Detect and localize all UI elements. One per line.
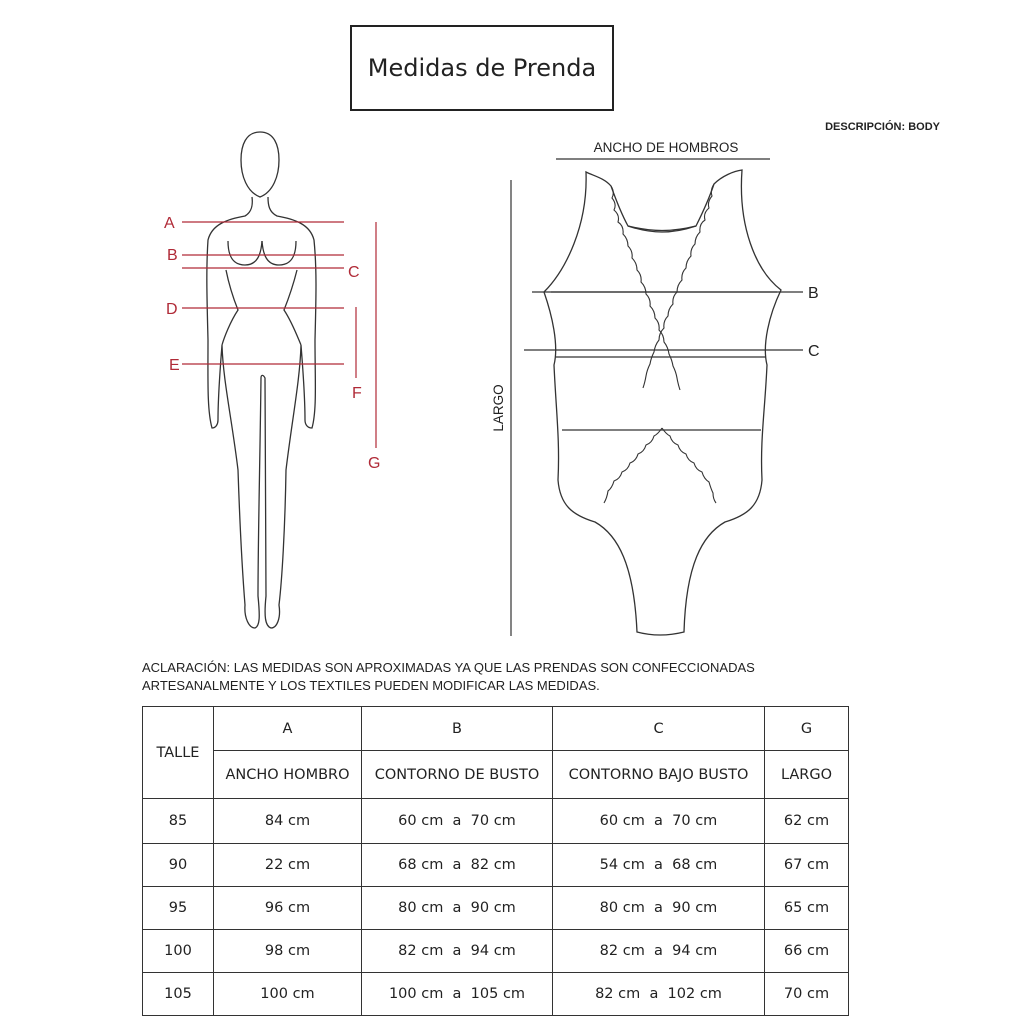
cell-contorno-busto: 100 cm a 105 cm xyxy=(362,973,553,1016)
label-f: F xyxy=(352,385,362,402)
mannequin-body-outline xyxy=(207,197,316,628)
cell-contorno-bajo-busto: 54 cm a 68 cm xyxy=(553,844,765,887)
page-title: Medidas de Prenda xyxy=(350,25,614,111)
mannequin-figure xyxy=(207,132,316,628)
cell-talle: 85 xyxy=(143,799,214,844)
cell-contorno-bajo-busto: 82 cm a 102 cm xyxy=(553,973,765,1016)
header-ancho-hombro: ANCHO HOMBRO xyxy=(214,751,362,799)
garment-label-c: C xyxy=(808,343,820,360)
neckline-back xyxy=(628,226,696,232)
bust-line-right xyxy=(262,241,296,265)
table-row xyxy=(143,973,849,1016)
disclaimer-line-1: ACLARACIÓN: LAS MEDIDAS SON APROXIMADAS YA QUE LAS PRENDAS SON CONFECCIONADAS xyxy=(142,660,755,675)
largo-label: LARGO xyxy=(491,384,506,432)
garment-labels xyxy=(491,140,820,432)
label-b: B xyxy=(167,247,178,264)
table-row xyxy=(143,930,849,973)
ruffle-lower-left xyxy=(604,428,662,503)
cell-contorno-busto: 60 cm a 70 cm xyxy=(362,799,553,844)
ruffle-left xyxy=(611,186,680,390)
cell-ancho-hombro: 84 cm xyxy=(214,799,362,844)
table-row xyxy=(143,887,849,930)
cell-ancho-hombro: 100 cm xyxy=(214,973,362,1016)
cell-largo: 66 cm xyxy=(765,930,849,973)
header-letter-a: A xyxy=(214,707,362,751)
cell-ancho-hombro: 96 cm xyxy=(214,887,362,930)
garment-outline xyxy=(544,170,781,635)
cell-talle: 105 xyxy=(143,973,214,1016)
ruffle-lower-right xyxy=(662,428,716,503)
table-header-names xyxy=(143,751,849,799)
cell-contorno-bajo-busto: 60 cm a 70 cm xyxy=(553,799,765,844)
header-largo: LARGO xyxy=(765,751,849,799)
mannequin-measure-lines xyxy=(182,222,376,448)
size-table xyxy=(142,706,849,1016)
mannequin-labels xyxy=(164,215,380,472)
cell-largo: 65 cm xyxy=(765,887,849,930)
header-contorno-bajo-busto: CONTORNO BAJO BUSTO xyxy=(553,751,765,799)
bust-line-left xyxy=(228,241,262,265)
ancho-hombros-label: ANCHO DE HOMBROS xyxy=(593,140,739,155)
cell-largo: 62 cm xyxy=(765,799,849,844)
garment-description: DESCRIPCIÓN: BODY xyxy=(825,121,940,133)
label-g: G xyxy=(368,455,381,472)
disclaimer-line-2: ARTESANALMENTE Y LOS TEXTILES PUEDEN MODIFICAR LAS MEDIDAS. xyxy=(142,678,600,693)
cell-contorno-busto: 68 cm a 82 cm xyxy=(362,844,553,887)
label-c: C xyxy=(348,264,360,281)
header-letter-b: B xyxy=(362,707,553,751)
label-a: A xyxy=(164,215,175,232)
talle-header: TALLE xyxy=(143,707,214,799)
cell-largo: 70 cm xyxy=(765,973,849,1016)
disclaimer-note xyxy=(142,659,862,695)
cell-contorno-bajo-busto: 80 cm a 90 cm xyxy=(553,887,765,930)
garment-label-b: B xyxy=(808,285,819,302)
cell-talle: 90 xyxy=(143,844,214,887)
mannequin-head xyxy=(241,132,279,197)
label-e: E xyxy=(169,357,180,374)
cell-contorno-busto: 82 cm a 94 cm xyxy=(362,930,553,973)
header-letter-g: G xyxy=(765,707,849,751)
table-header-letters xyxy=(143,707,849,751)
header-letter-c: C xyxy=(553,707,765,751)
cell-ancho-hombro: 98 cm xyxy=(214,930,362,973)
table-row xyxy=(143,799,849,844)
garment-drawing xyxy=(544,170,781,635)
cell-largo: 67 cm xyxy=(765,844,849,887)
cell-talle: 95 xyxy=(143,887,214,930)
table-row xyxy=(143,844,849,887)
label-d: D xyxy=(166,301,178,318)
cell-contorno-busto: 80 cm a 90 cm xyxy=(362,887,553,930)
cell-contorno-bajo-busto: 82 cm a 94 cm xyxy=(553,930,765,973)
cell-talle: 100 xyxy=(143,930,214,973)
header-contorno-busto: CONTORNO DE BUSTO xyxy=(362,751,553,799)
cell-ancho-hombro: 22 cm xyxy=(214,844,362,887)
